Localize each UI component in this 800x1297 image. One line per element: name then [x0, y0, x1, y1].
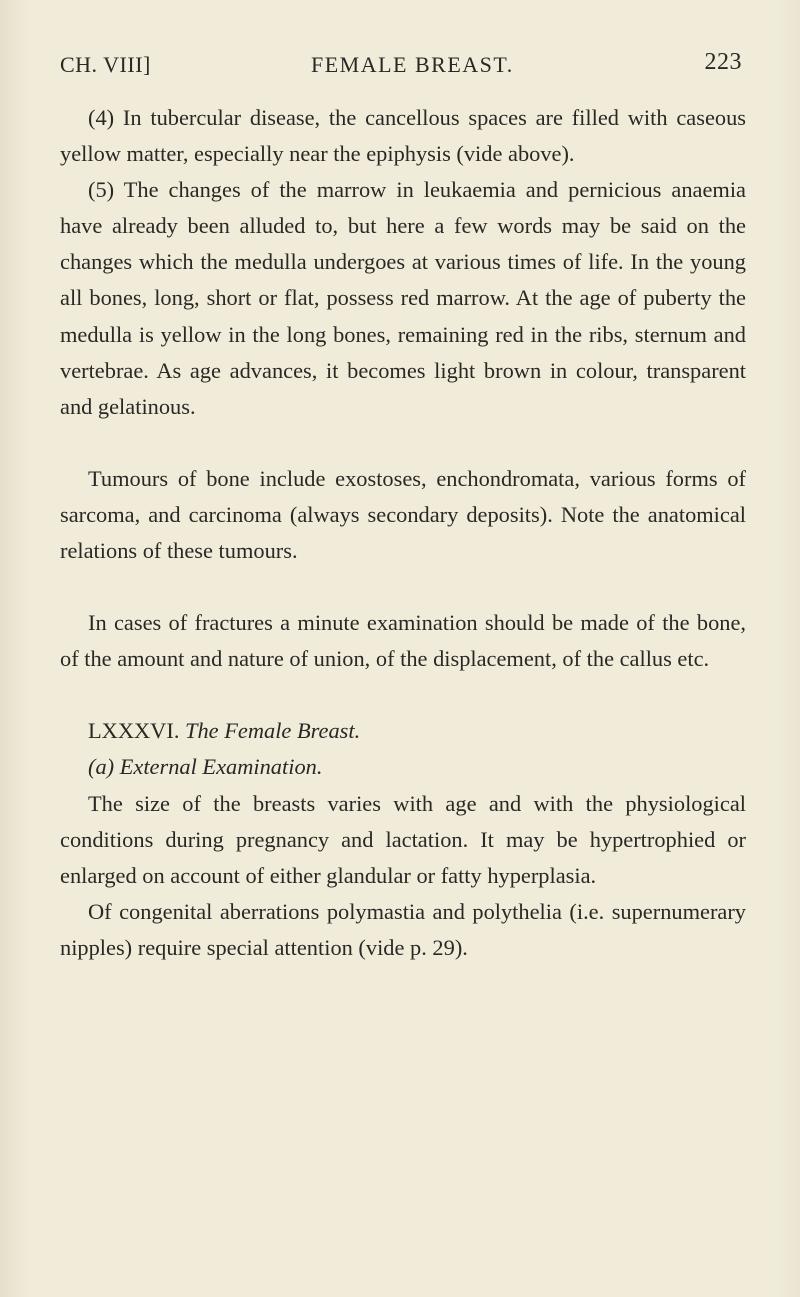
running-head — [60, 49, 742, 88]
page-number: 223 — [704, 49, 742, 75]
subsection-title: External Examination. — [119, 754, 323, 780]
section-title: The Female Breast. — [185, 718, 361, 744]
paragraph-marrow: (5) The changes of the marrow in leukaemia and pernicious anaemia have already been alluded to, but here a few words may be said on the changes which the medulla undergoes at various times of life. In the young all bones, long, short or flat, possess red marrow. At the age of puberty the medulla is yellow in the long bones, remaining red in the ribs, sternum and vertebrae. As age advances, it becomes light brown in colour, transparent and gelatinous. — [60, 177, 746, 419]
subsection-label: (a) — [88, 754, 115, 780]
paragraph-tubercular: (4) In tubercular disease, the cancellous spaces are filled with caseous yellow matter, especially near the epiphysis (vide above). — [60, 105, 746, 167]
chapter-label: CH. VIII] — [60, 52, 151, 77]
running-title: FEMALE BREAST. — [311, 52, 514, 77]
paragraph-breast-size: The size of the breasts varies with age and with the physiological conditions during pregnancy and lactation. It may be hypertrophied or enlarged on account of either glandular or fatty hyperplasia. — [60, 790, 746, 888]
page-body — [60, 100, 746, 966]
paragraph-tumours: Tumours of bone include exostoses, enchondromata, various forms of sarcoma, and carcinoma (always secondary deposits). Note the anatomical relations of these tumours. — [60, 465, 746, 564]
paragraph-congenital: Of congenital aberrations polymastia and polythelia (i.e. supernumerary nipples) require special attention (vide p. 29). — [60, 898, 746, 960]
subsection-heading — [60, 749, 746, 785]
section-heading — [60, 713, 746, 749]
section-number: LXXXVI. — [88, 718, 180, 744]
paragraph-fractures: In cases of fractures a minute examination should be made of the bone, of the amount and nature of union, of the displacement, of the callus etc. — [60, 610, 746, 672]
